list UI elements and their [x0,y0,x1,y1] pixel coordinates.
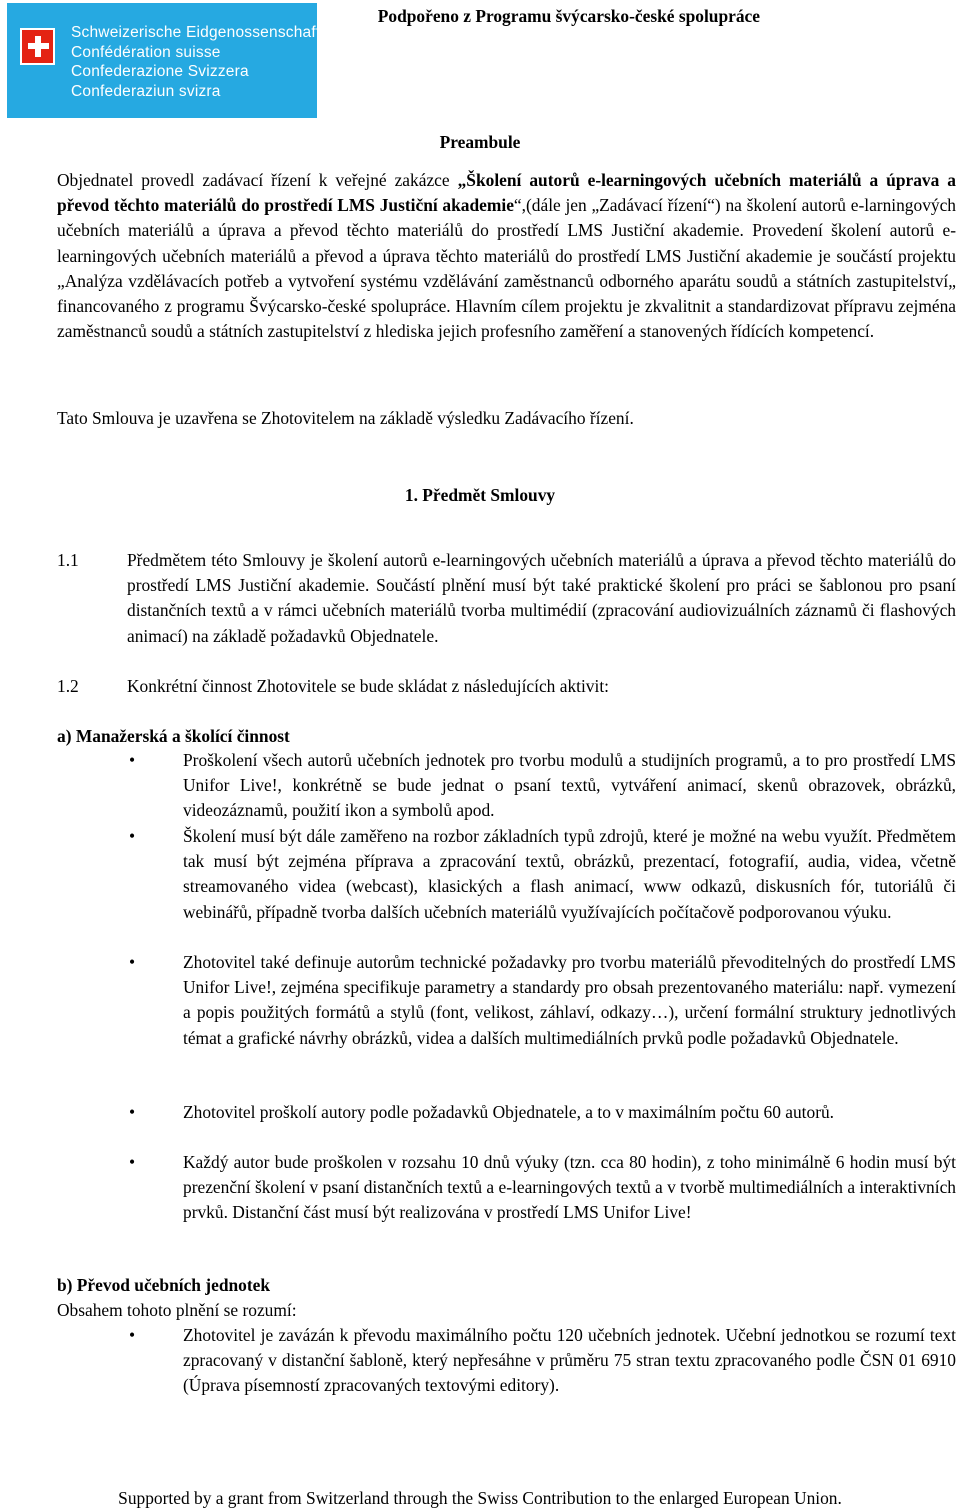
section-1-title: 1. Předmět Smlouvy [404,485,556,505]
bullet-icon: • [129,952,136,972]
part-b-heading: b) Převod učebních jednotek [57,1275,271,1295]
preamble-paragraph-1 [57,168,956,344]
part-a-heading: a) Manažerská a školící činnost [57,726,290,746]
bullet-icon: • [129,826,136,846]
preamble-paragraph-2: Tato Smlouva je uzavřena se Zhotovitelem na základě výsledku Zadávacího řízení. [57,408,634,428]
header-note: Podpořeno z Programu švýcarsko-české spolupráce [377,6,760,26]
preamble-title: Preambule [439,132,521,152]
item-text: Každý autor bude proškolen v rozsahu 10 dnů výuky (tzn. cca 80 hodin), z toho minimálně 6 hodin musí být prezenční školení v psaní distančních textů a e-learningových textů a v tvorbě multimediálních a interaktivních prvků. Distanční část musí být realizována v prostředí LMS Unifor Live! [183,1152,956,1223]
clause-text: Konkrétní činnost Zhotovitele se bude skládat z následujících aktivit: [127,676,609,696]
item-text: Zhotovitel proškolí autory podle požadavků Objednatele, a to v maximálním počtu 60 autorů. [183,1102,835,1122]
item-text: Proškolení všech autorů učebních jednotek pro tvorbu modulů a studijních programů, a to pro prostředí LMS Unifor Live!, konkrétně se bude jednat o psaní textů, vytváření animací, skenů obrazovek, obrázků, videozáznamů, použití ikon a symbolů apod. [183,750,956,821]
footer-note: Supported by a grant from Switzerland through the Swiss Contribution to the enlarged European Union. [118,1488,842,1508]
item-text: Školení musí být dále zaměřeno na rozbor základních typů zdrojů, které je možné na webu využít. Předmětem tak musí být zejména příprava a zpracování textů, obrázků, prezentací, fotografií, audia, videa, včetně streamovaného videa (webcast), klasických a flash animací, www odkazů, diskusních fór, tutoriálů či webinářů, případně tvorba dalších učebních materiálů využívajících počítačově podporovanou výuku. [183,826,956,922]
clause-number: 1.1 [57,550,79,570]
item-text: Zhotovitel je zavázán k převodu maximálního počtu 120 učebních jednotek. Učební jednotkou se rozumí text zpracovaný v distanční šabloně, který nepřesáhne v průměru 75 stran textu zpracovaného podle ČSN 01 6910 (Úprava písemností zpracovaných textovými editory). [183,1325,956,1396]
bullet-icon: • [129,750,136,770]
clause-text: Předmětem této Smlouvy je školení autorů e-learningových učebních materiálů a úprava a převod těchto materiálů do prostředí LMS Justiční akademie. Součástí plnění musí být také praktické školení pro práci se šablonou pro psaní distančních textů a v rámci učebních materiálů tvorba multimédií (zpracování audiovizuálních záznamů či flashových animací) na základě požadavků Objednatele. [127,550,956,646]
logo-line: Confédération suisse [71,43,221,61]
bullet-icon: • [129,1325,136,1345]
preamble-rest: “,(dále jen „Zadávací řízení“) na školení autorů e-larningových učebních materiálů a úprava a převod těchto materiálů do prostředí LMS Justiční akademie. Provedení školení autorů e-learningových učebních materiálů a převod a úprava těchto materiálů do prostředí LMS Justiční akademie je součástí projektu „Analýza vzdělávacích potřeb a vytvoření systému vzdělávání zaměstnanců odborného aparátu soudů a státních zastupitelství„ financovaného z programu Švýcarsko-české spolupráce. Hlavním cílem projektu je zkvalitnit a standardizovat přípravu zejména zaměstnanců soudů a státních zastupitelství z hlediska jejich profesního zaměření a stanovených řídících kompetencí. [57,195,956,342]
bullet-icon: • [129,1102,136,1122]
item-text: Zhotovitel také definuje autorům technické požadavky pro tvorbu materiálů převoditelných do prostředí LMS Unifor Live!, zejména specifikuje parametry a standardy pro obsah prezentovaného materiálu: např. vymezení a popis použitých formátů a stylů (font, velikost, záhlaví, odkazy…), určení formální struktury jednotlivých témat a grafické návrhy obrázků, videa a dalších multimediálních prvků podle požadavků Objednatele. [183,952,956,1048]
part-b-intro: Obsahem tohoto plnění se rozumí: [57,1300,297,1320]
clause-number: 1.2 [57,676,79,696]
preamble-intro: Objednatel provedl zadávací řízení k veřejné zakázce [57,170,458,190]
bullet-icon: • [129,1152,136,1172]
logo-line: Confederaziun svizra [71,82,221,100]
swiss-confederation-logo [7,3,321,118]
logo-text [71,23,320,101]
contract-name: „Školení autorů e-learningových učebních materiálů a úprava a převod těchto materiálů do prostředí LMS Justiční akademie [57,170,956,216]
logo-line: Schweizerische Eidgenossenschaft [71,24,321,41]
logo-line: Confederazione Svizzera [71,63,249,81]
swiss-flag-icon [20,28,55,65]
